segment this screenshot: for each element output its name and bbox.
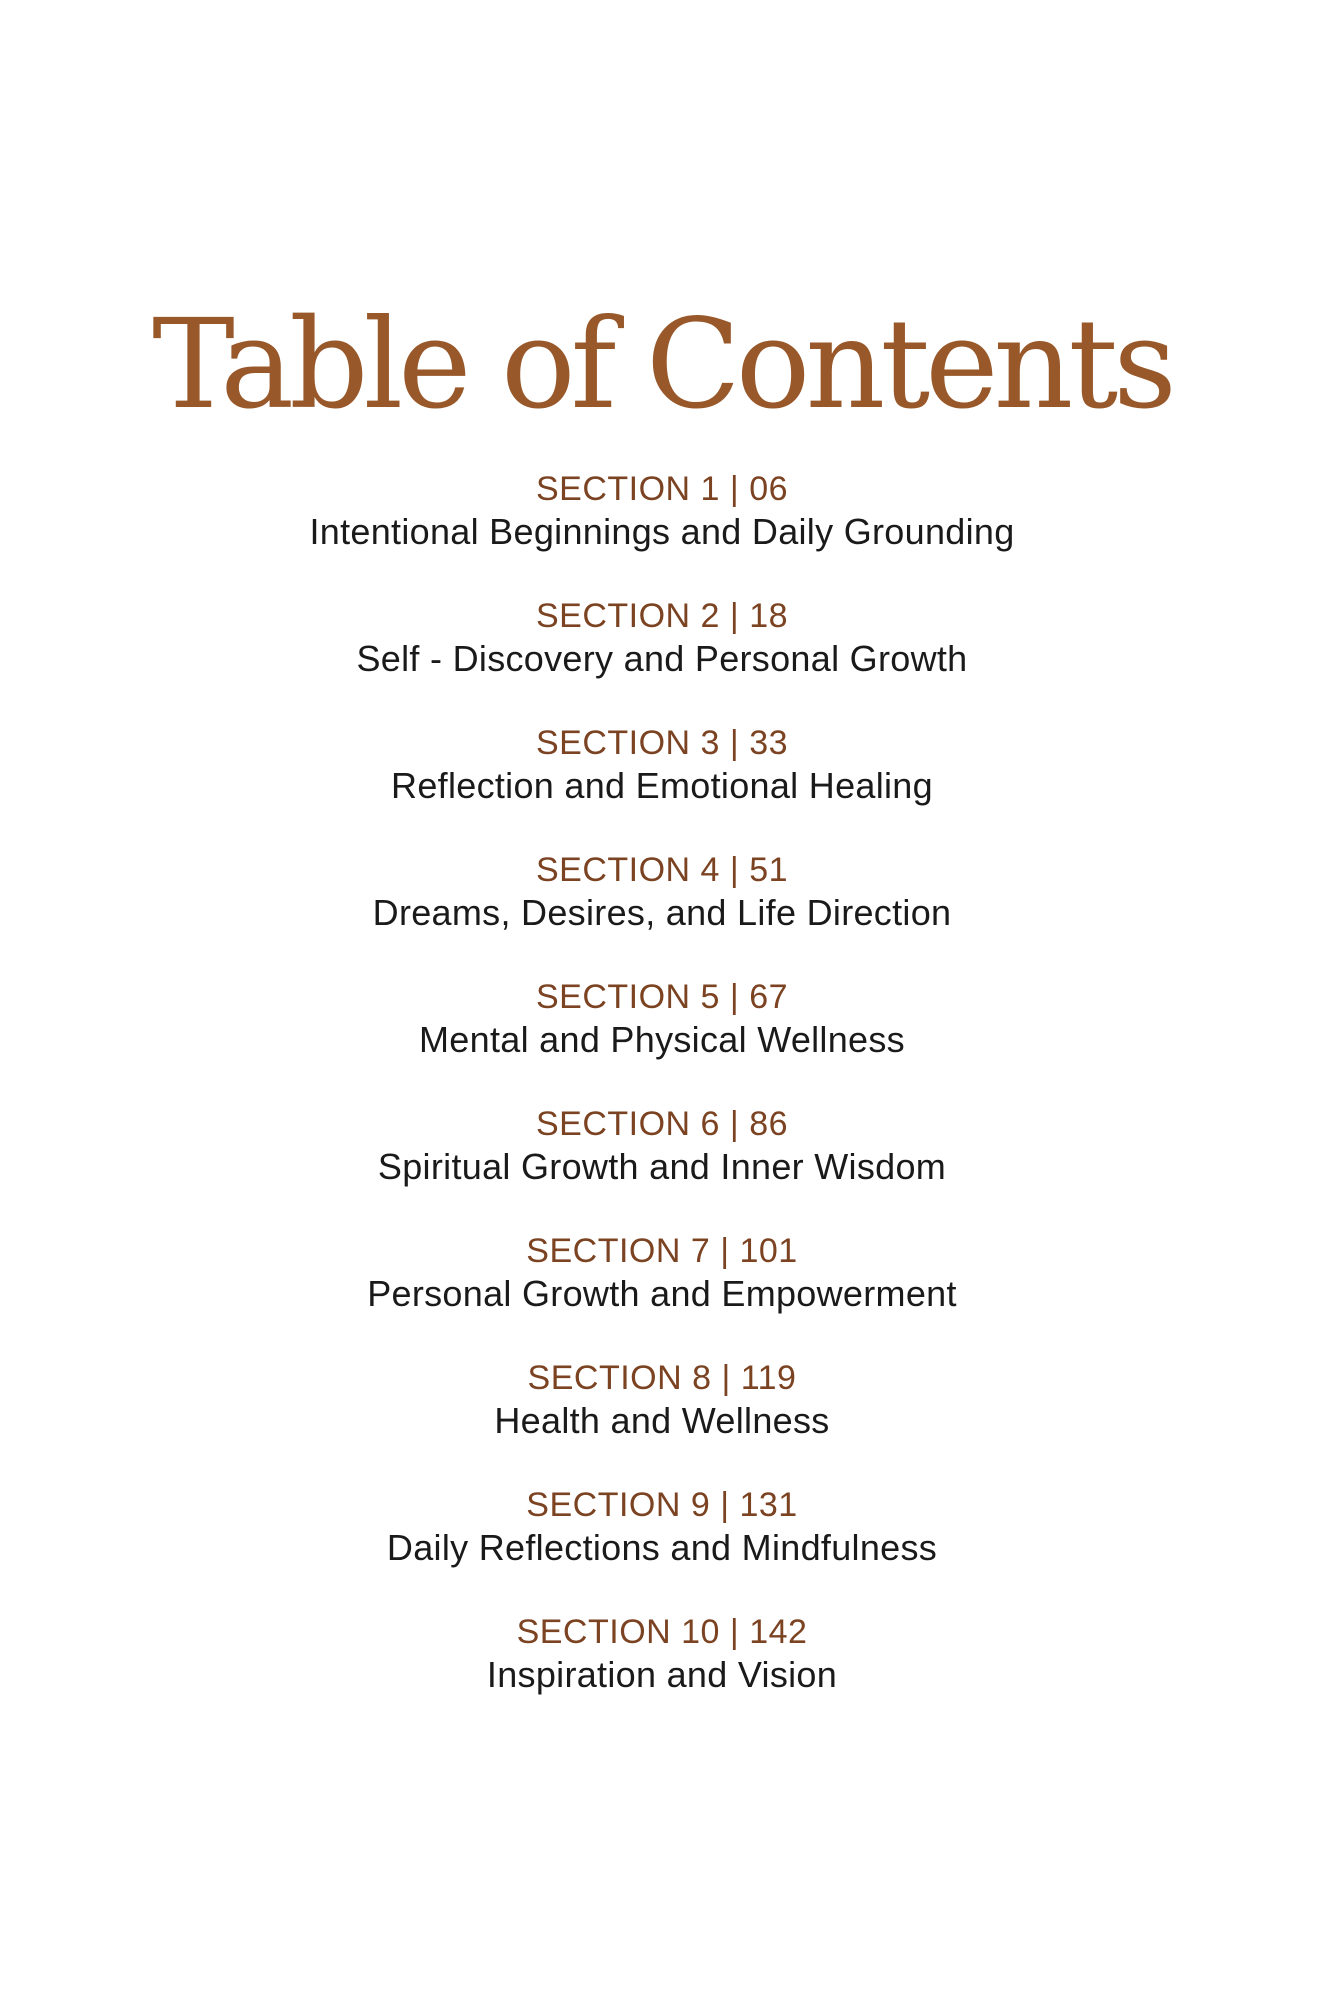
section-title: Personal Growth and Empowerment	[367, 1273, 957, 1314]
section-label: SECTION 4 | 51	[535, 851, 789, 889]
section-title: Mental and Physical Wellness	[419, 1019, 905, 1060]
toc-entry[interactable]	[0, 722, 1324, 849]
section-label: SECTION 8 | 119	[527, 1359, 797, 1397]
section-label: SECTION 6 | 86	[535, 1105, 789, 1143]
section-title: Dreams, Desires, and Life Direction	[372, 892, 952, 933]
toc-entry[interactable]	[0, 1103, 1324, 1230]
toc-list	[0, 468, 1324, 1738]
section-label: SECTION 5 | 67	[535, 978, 789, 1016]
toc-entry[interactable]	[0, 1230, 1324, 1357]
section-label: SECTION 10 | 142	[516, 1613, 808, 1651]
section-title: Self - Discovery and Personal Growth	[356, 638, 968, 679]
section-title: Reflection and Emotional Healing	[391, 765, 933, 806]
section-label: SECTION 3 | 33	[535, 724, 789, 762]
toc-entry[interactable]	[0, 976, 1324, 1103]
toc-entry[interactable]	[0, 595, 1324, 722]
section-title: Daily Reflections and Mindfulness	[386, 1527, 938, 1568]
toc-entry[interactable]	[0, 1357, 1324, 1484]
section-title: Health and Wellness	[494, 1400, 830, 1441]
section-label: SECTION 2 | 18	[535, 597, 789, 635]
section-label: SECTION 1 | 06	[535, 470, 789, 508]
page-title: Table of Contents	[152, 293, 1172, 437]
section-title: Intentional Beginnings and Daily Grounding	[309, 511, 1015, 552]
section-title: Spiritual Growth and Inner Wisdom	[377, 1146, 947, 1187]
section-label: SECTION 9 | 131	[526, 1486, 798, 1524]
toc-entry[interactable]	[0, 468, 1324, 595]
section-label: SECTION 7 | 101	[526, 1232, 798, 1270]
toc-entry[interactable]	[0, 1611, 1324, 1738]
section-title: Inspiration and Vision	[486, 1654, 838, 1695]
toc-entry[interactable]	[0, 1484, 1324, 1611]
toc-entry[interactable]	[0, 849, 1324, 976]
